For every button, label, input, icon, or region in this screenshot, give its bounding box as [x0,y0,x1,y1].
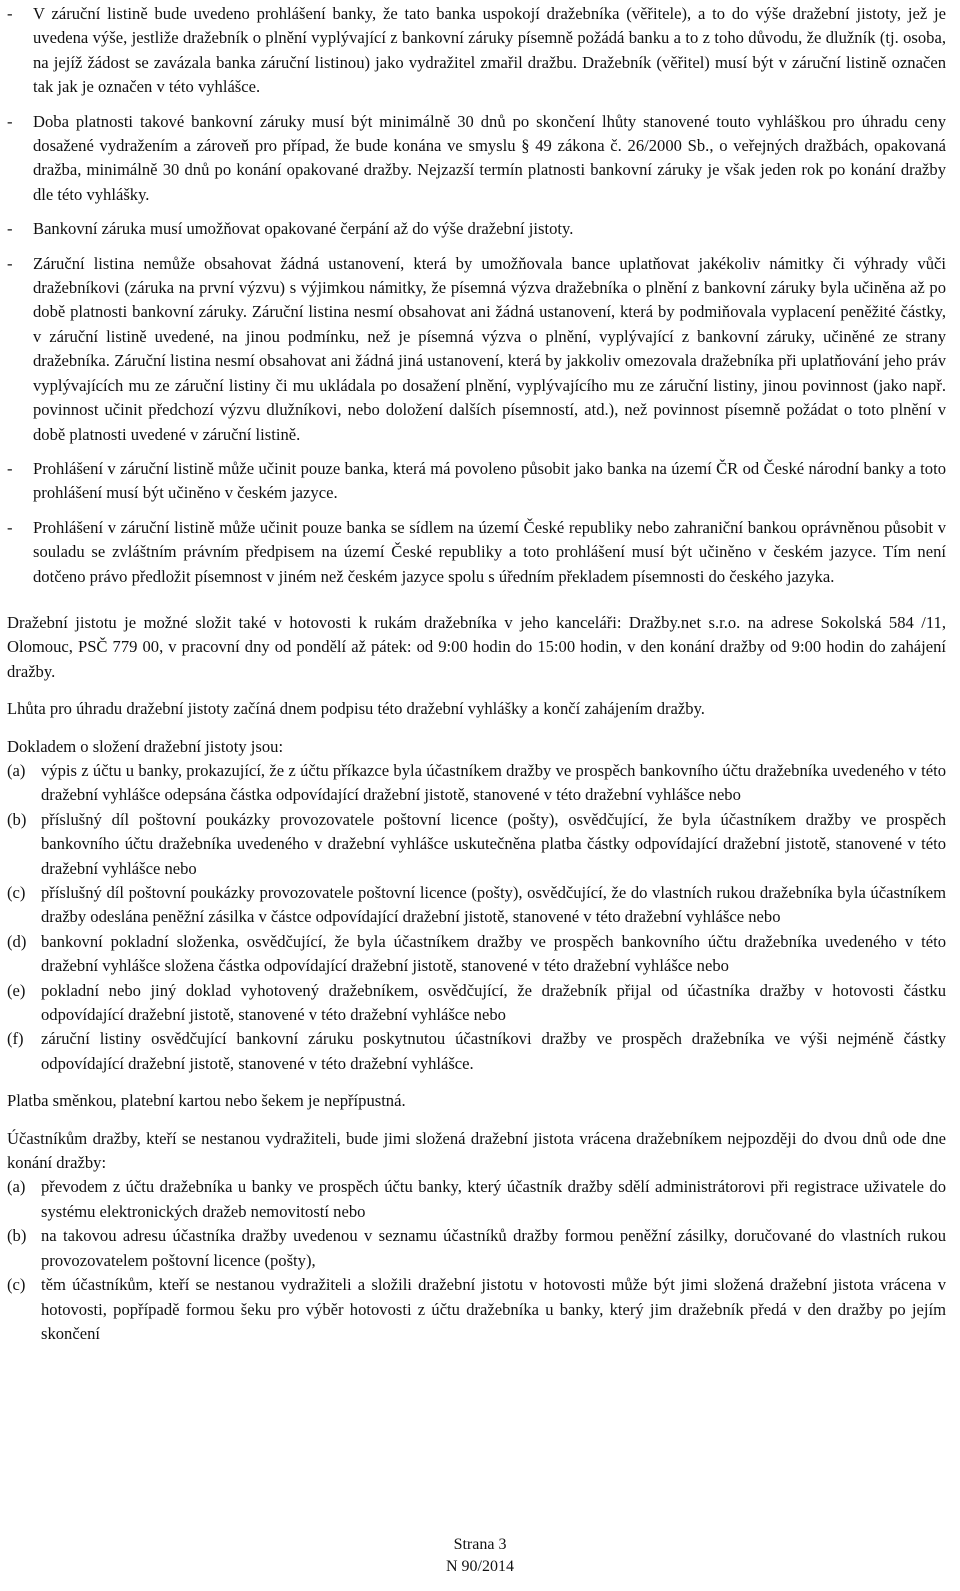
item-text: záruční listiny osvědčující bankovní záruku poskytnutou účastníkovi dražby ve prospěch dražebníka ve výši nejméně částky odpovídající dražební jistotě, stanovené v této dražební vyhlášce. [41,1029,946,1073]
bullet-text: Prohlášení v záruční listině může učinit pouze banka, která má povoleno působit jako banka na území ČR od České národní banky a toto prohlášení musí být učiněno v českém jazyce. [33,458,946,503]
item-text: výpis z účtu u banky, prokazující, že z účtu příkazce byla účastníkem dražby ve prospěch bankovního účtu dražebníka uvedeného v této dražební vyhlášce odepsána částka odpovídající dražební jistotě, stanovené v této dražební vyhlášce nebo [41,760,946,805]
item-marker: (a) [7,760,26,780]
item-text: pokladní nebo jiný doklad vyhotovený dražebníkem, osvědčující, že dražebník přijal od účastníka dražby v hotovosti částku odpovídající dražební jistotě, stanovené v této dražební vyhlášce nebo [41,980,946,1025]
item-marker: (b) [7,1226,27,1246]
item-marker: (a) [7,1177,26,1197]
bullet-marker: - [7,111,13,131]
item-marker: (c) [7,883,26,902]
proof-list [7,759,946,1076]
item-marker: (f) [7,1029,24,1049]
bullet-text: Prohlášení v záruční listině může učinit pouze banka se sídlem na území České republiky nebo zahraniční bankou oprávněnou působit v souladu se zvláštním právním předpisem na území České republiky a toto prohlášení musí být učiněno v českém jazyce. Tím není dotčeno právo předložit písemnost v jiném než českém jazyce spolu s úředním překladem písemnosti do českého jazyka. [33,517,946,586]
list-item [7,457,946,506]
item-text: příslušný díl poštovní poukázky provozovatele poštovní licence (pošty), osvědčující, že byla účastníkem dražby ve prospěch bankovního účtu dražebníka uvedeného v dražební vyhlášce uskutečněna platba částky odpovídající dražební jistotě, stanovené v této dražební vyhlášce nebo [41,809,946,878]
page-footer [0,1534,960,1578]
list-item [7,1224,946,1273]
item-marker: (b) [7,809,27,829]
proof-heading: Dokladem o složení dražební jistoty jsou: [7,736,284,756]
list-item [7,808,946,881]
bullet-marker: - [7,253,13,273]
list-item [7,516,946,589]
list-item [7,979,946,1028]
document-reference: N 90/2014 [446,1558,514,1575]
list-item [7,1273,946,1346]
list-item [7,930,946,979]
guarantee-conditions-list [7,2,946,589]
list-item [7,1027,946,1076]
bullet-text: V záruční listině bude uvedeno prohlášení banky, že tato banka uspokojí dražebníka (věřitele), a to do výše dražební jistoty, jež je uvedena výše, jestliže dražebník o plnění vyplývající z bankovní záruky písemně požádá banku a to z toho důvodu, že dlužník (tj. osoba, na jejíž žádost se zavázala banka záruční listinou) jako vydražitel zmařil dražbu. Dražebník (věřitel) musí být v záruční listině označen tak jak je označen v této vyhlášce. [33,4,946,97]
list-item [7,759,946,808]
item-marker: (c) [7,1275,26,1295]
cash-deposit-paragraph: Dražební jistotu je možné složit také v hotovosti k rukám dražebníka v jeho kanceláři: Dražby.net s.r.o. na adrese Sokolská 584 /11, Olomouc, PSČ 779 00, v pracovní dny od pondělí až pátek: od 9:00 hodin do 15:00 hodin, v den konání dražby od 9:00 hodin do zahájení dražby. [7,612,946,681]
page-number: Strana 3 [453,1536,507,1553]
item-text: těm účastníkům, kteří se nestanou vydražiteli a složili dražební jistotu v hotovosti může být jimi složená dražební jistota vrácena v hotovosti, popřípadě formou šeku pro výběr hotovosti z účtu dražebníka u banky, který jim dražebník předá v den dražby po jejím skončení [41,1275,946,1343]
list-item [7,110,946,208]
list-item [7,2,946,100]
list-item [7,881,946,930]
bullet-marker: - [7,219,13,239]
document-page [0,2,960,1591]
deadline-paragraph: Lhůta pro úhradu dražební jistoty začíná dnem podpisu této dražební vyhlášky a končí zahájením dražby. [7,699,705,719]
item-text: bankovní pokladní složenka, osvědčující, že byla účastníkem dražby ve prospěch bankovního účtu dražebníka uvedeného v této dražební vyhlášce složena částka odpovídající dražební jistotě, stanovené v této dražební vyhlášce nebo [41,931,946,976]
bullet-marker: - [7,4,13,23]
list-item [7,217,946,241]
item-marker: (d) [7,931,27,951]
item-text: převodem z účtu dražebníka u banky ve prospěch účtu banky, který účastník dražby sdělí administrátorovi při registrace uživatele do systému elektronických dražeb nemovitostí nebo [41,1177,946,1221]
bullet-text: Bankovní záruka musí umožňovat opakované čerpání až do výše dražební jistoty. [33,219,574,239]
item-marker: (e) [7,980,26,1000]
payment-paragraph: Platba směnkou, platební kartou nebo šekem je nepřípustná. [7,1091,406,1111]
bullet-text: Doba platnosti takové bankovní záruky musí být minimálně 30 dnů po skončení lhůty stanovené touto vyhláškou pro úhradu ceny dosažené vydražením a zároveň pro případ, že bude konána ve smyslu § 49 zákona č. 26/2000 Sb., o veřejných dražbách, opakovaná dražba, minimálně 30 dnů po konání opakované dražby. Nejzazší termín platnosti bankovní záruky je však jeden rok po konání dražby dle této vyhlášky. [33,111,946,204]
list-item [7,1175,946,1224]
item-text: na takovou adresu účastníka dražby uvedenou v seznamu účastníků dražby formou peněžní zásilky, doručované do vlastních rukou provozovatelem poštovní licence (pošty), [41,1226,946,1270]
bullet-text: Záruční listina nemůže obsahovat žádná ustanovení, která by umožňovala bance uplatňovat jakékoliv námitky či výhrady vůči dražebníkovi (záruka na první výzvu) s výjimkou námitky, že písemná výzva dražebníka o plnění z bankovní záruky byla učiněna až po době platnosti bankovní záruky. Záruční listina nesmí obsahovat ani žádná ustanovení, která by podmiňovala vyplacení peněžité částky, v záruční listině uvedené, na jinou podmínku, než je písemná výzva o plnění, vyplývající z bankovní záruky, učiněné ze strany dražebníka. Záruční listina nesmí obsahovat ani žádná jiná ustanovení, která by jakkoliv omezovala dražebníka při uplatňování jeho práv vyplývajících mu ze záruční listiny či mu ukládala po dosažení plnění, vyplývajícího mu ze záruční listiny, jinou povinnost (jako např. povinnost učinit předchozí výzvu dlužníkovi, nebo doložení dalších písemností, atd.), než povinnost písemně požádat o toto plnění v době platnosti uvedené v záruční listině. [33,253,946,444]
bullet-marker: - [7,458,13,478]
refund-heading: Účastníkům dražby, kteří se nestanou vydražiteli, bude jimi složená dražební jistota vrácena dražebníkem nejpozději do dvou dnů ode dne konání dražby: [7,1128,946,1173]
refund-list [7,1175,946,1346]
list-item [7,252,946,447]
item-text: příslušný díl poštovní poukázky provozovatele poštovní licence (pošty), osvědčující, že do vlastních rukou dražebníka byla účastníkem dražby odeslána peněžní zásilka v částce odpovídající dražební jistotě, stanovené v této dražební vyhlášce nebo [41,883,946,927]
bullet-marker: - [7,517,13,537]
